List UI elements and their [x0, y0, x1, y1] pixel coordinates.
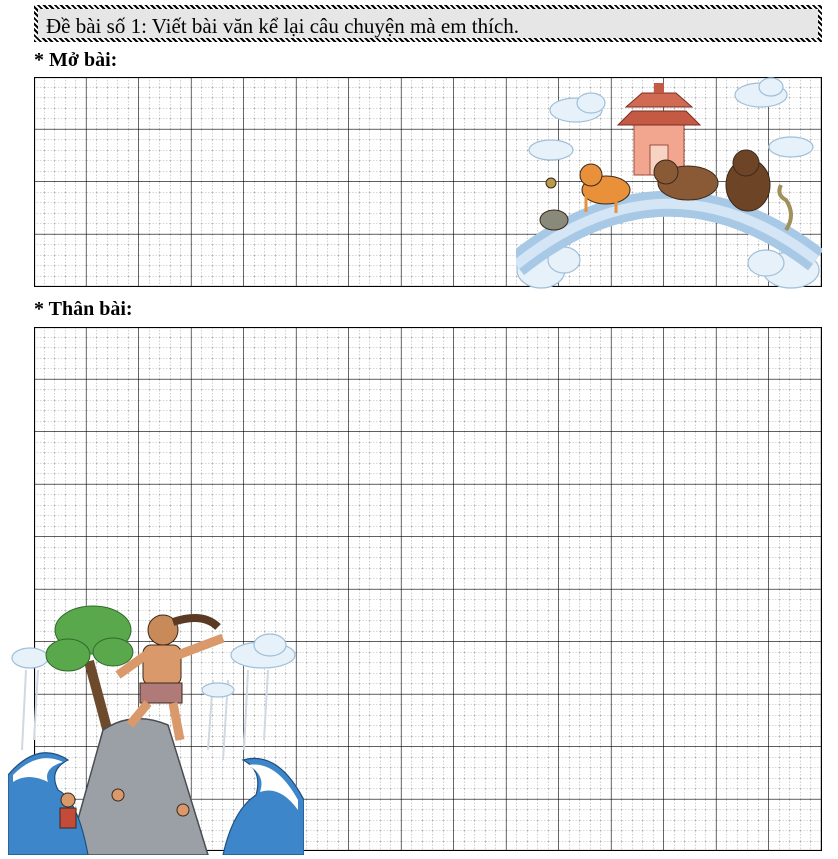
section-label-mo-bai: * Mở bài: — [34, 49, 118, 71]
prompt-title: Đề bài số 1: Viết bài văn kể lại câu chuyện mà em thích. — [46, 14, 520, 38]
section-label-than-bai: * Thân bài: — [34, 298, 133, 320]
giant-on-rock-with-tree-illustration — [8, 600, 304, 855]
animals-on-rainbow-bridge-illustration — [516, 75, 822, 293]
prompt-box — [34, 5, 822, 42]
